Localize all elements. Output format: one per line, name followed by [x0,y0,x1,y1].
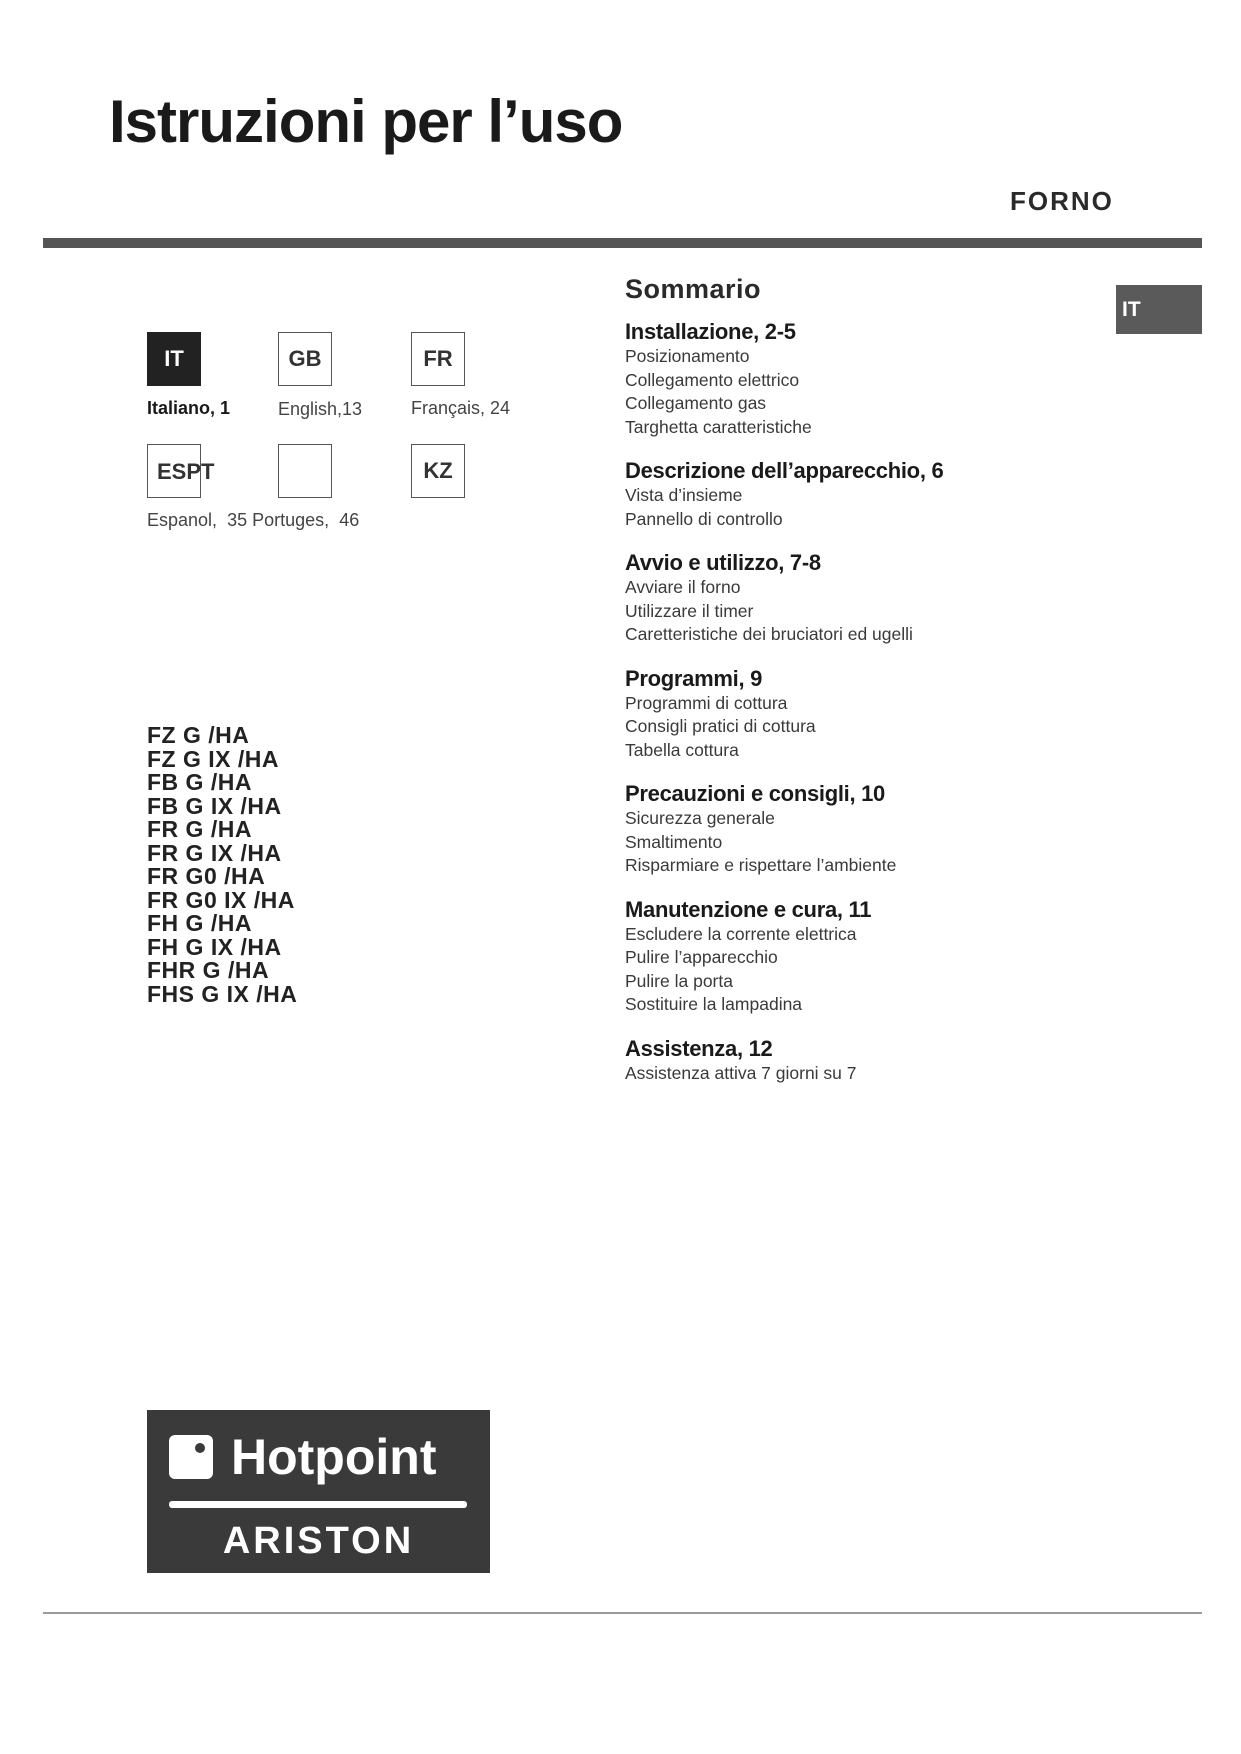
toc-item[interactable]: Risparmiare e rispettare l’ambiente [625,855,897,875]
toc-heading[interactable]: Avvio e utilizzo, 7-8 [625,550,821,575]
model-item: FR G0 IX /HA [147,886,295,913]
model-item: FH G IX /HA [147,933,282,960]
toc-item[interactable]: Avviare il forno [625,577,741,597]
side-tab-label: IT [1122,297,1141,321]
model-item: FHS G IX /HA [147,980,298,1007]
language-code-espt: ESPT [157,459,215,484]
logo-sub: ARISTON [222,1520,415,1562]
toc-section-installazione [625,319,1185,439]
toc-item[interactable]: Escludere la corrente elettrica [625,923,857,944]
toc-item[interactable]: Collegamento elettrico [625,369,800,390]
toc-item[interactable]: Vista d’insieme [625,485,743,505]
toc-section-manutenzione [625,897,1185,1017]
hotpoint-square-icon [169,1435,213,1479]
logo-brand: Hotpoint [231,1429,437,1485]
toc-item[interactable]: Caretteristiche dei bruciatori ed ugelli [625,624,913,644]
toc-item[interactable]: Smaltimento [625,831,723,852]
toc-item[interactable]: Tabella cottura [625,739,739,760]
toc-section-assistenza [625,1036,1185,1086]
language-label-gb: English,13 [278,399,363,419]
toc-item[interactable]: Sostituire la lampadina [625,994,803,1014]
language-code: FR [423,346,453,371]
language-box-kz[interactable] [411,444,465,498]
toc-heading[interactable]: Programmi, 9 [625,665,763,691]
toc-item[interactable]: Pulire la porta [625,970,733,991]
toc-item[interactable]: Sicurezza generale [625,808,775,828]
toc-item[interactable]: Assistenza attiva 7 giorni su 7 [625,1062,857,1083]
language-label-fr: Français, 24 [411,398,511,418]
language-page-pt: 46 [339,510,360,530]
language-code: KZ [423,458,453,483]
hotpoint-ariston-logo [147,1410,490,1573]
language-box-it[interactable] [147,332,201,386]
model-item: FZ G /HA [147,722,250,748]
language-code: GB [288,346,322,371]
footer-divider [43,1612,1202,1614]
model-item: FB G IX /HA [147,792,282,819]
language-code: IT [164,346,184,371]
toc-heading[interactable]: Descrizione dell’apparecchio, 6 [625,458,944,483]
toc-section-avvio [625,550,1185,647]
toc-item[interactable]: Pulire l’apparecchio [625,947,778,967]
model-item: FZ G IX /HA [147,745,279,772]
toc-heading[interactable]: Assistenza, 12 [625,1035,773,1061]
page-title: Istruzioni per l’uso [109,88,623,155]
language-label-pt: Portuges, [252,510,330,530]
language-page-es: 35 [227,510,248,530]
toc-item[interactable]: Posizionamento [625,346,750,366]
model-item: FB G /HA [147,769,252,795]
language-box-fr[interactable] [411,332,465,386]
model-item: FR G0 /HA [147,863,266,889]
toc-section-descrizione [625,458,1185,531]
toc-item[interactable]: Programmi di cottura [625,692,788,713]
table-of-contents [625,274,1185,1104]
language-box-gb[interactable] [278,332,332,386]
toc-heading[interactable]: Manutenzione e cura, 11 [625,896,872,922]
model-item: FR G /HA [147,816,252,842]
logo-divider [169,1501,467,1508]
model-item: FHR G /HA [147,957,270,983]
logo-top-row [169,1429,437,1485]
toc-item[interactable]: Targhetta caratteristiche [625,416,812,437]
toc-heading[interactable]: Precauzioni e consigli, 10 [625,781,885,806]
toc-section-precauzioni [625,781,1185,878]
header-divider [43,238,1202,248]
toc-item[interactable]: Collegamento gas [625,393,767,413]
language-label-es-pt [147,510,359,531]
toc-heading[interactable]: Installazione, 2-5 [625,319,796,344]
toc-title: Sommario [625,274,762,304]
model-list [147,724,297,1006]
language-box-pt[interactable] [278,444,332,498]
toc-item[interactable]: Pannello di controllo [625,508,783,529]
toc-item[interactable]: Consigli pratici di cottura [625,716,816,736]
product-label: FORNO [1010,186,1114,216]
toc-item[interactable]: Utilizzare il timer [625,600,754,621]
model-item: FH G /HA [147,910,252,936]
model-item: FR G IX /HA [147,839,282,866]
language-label-it: Italiano, 1 [147,398,231,418]
toc-section-programmi [625,666,1185,763]
language-label-es: Espanol, [147,510,218,530]
